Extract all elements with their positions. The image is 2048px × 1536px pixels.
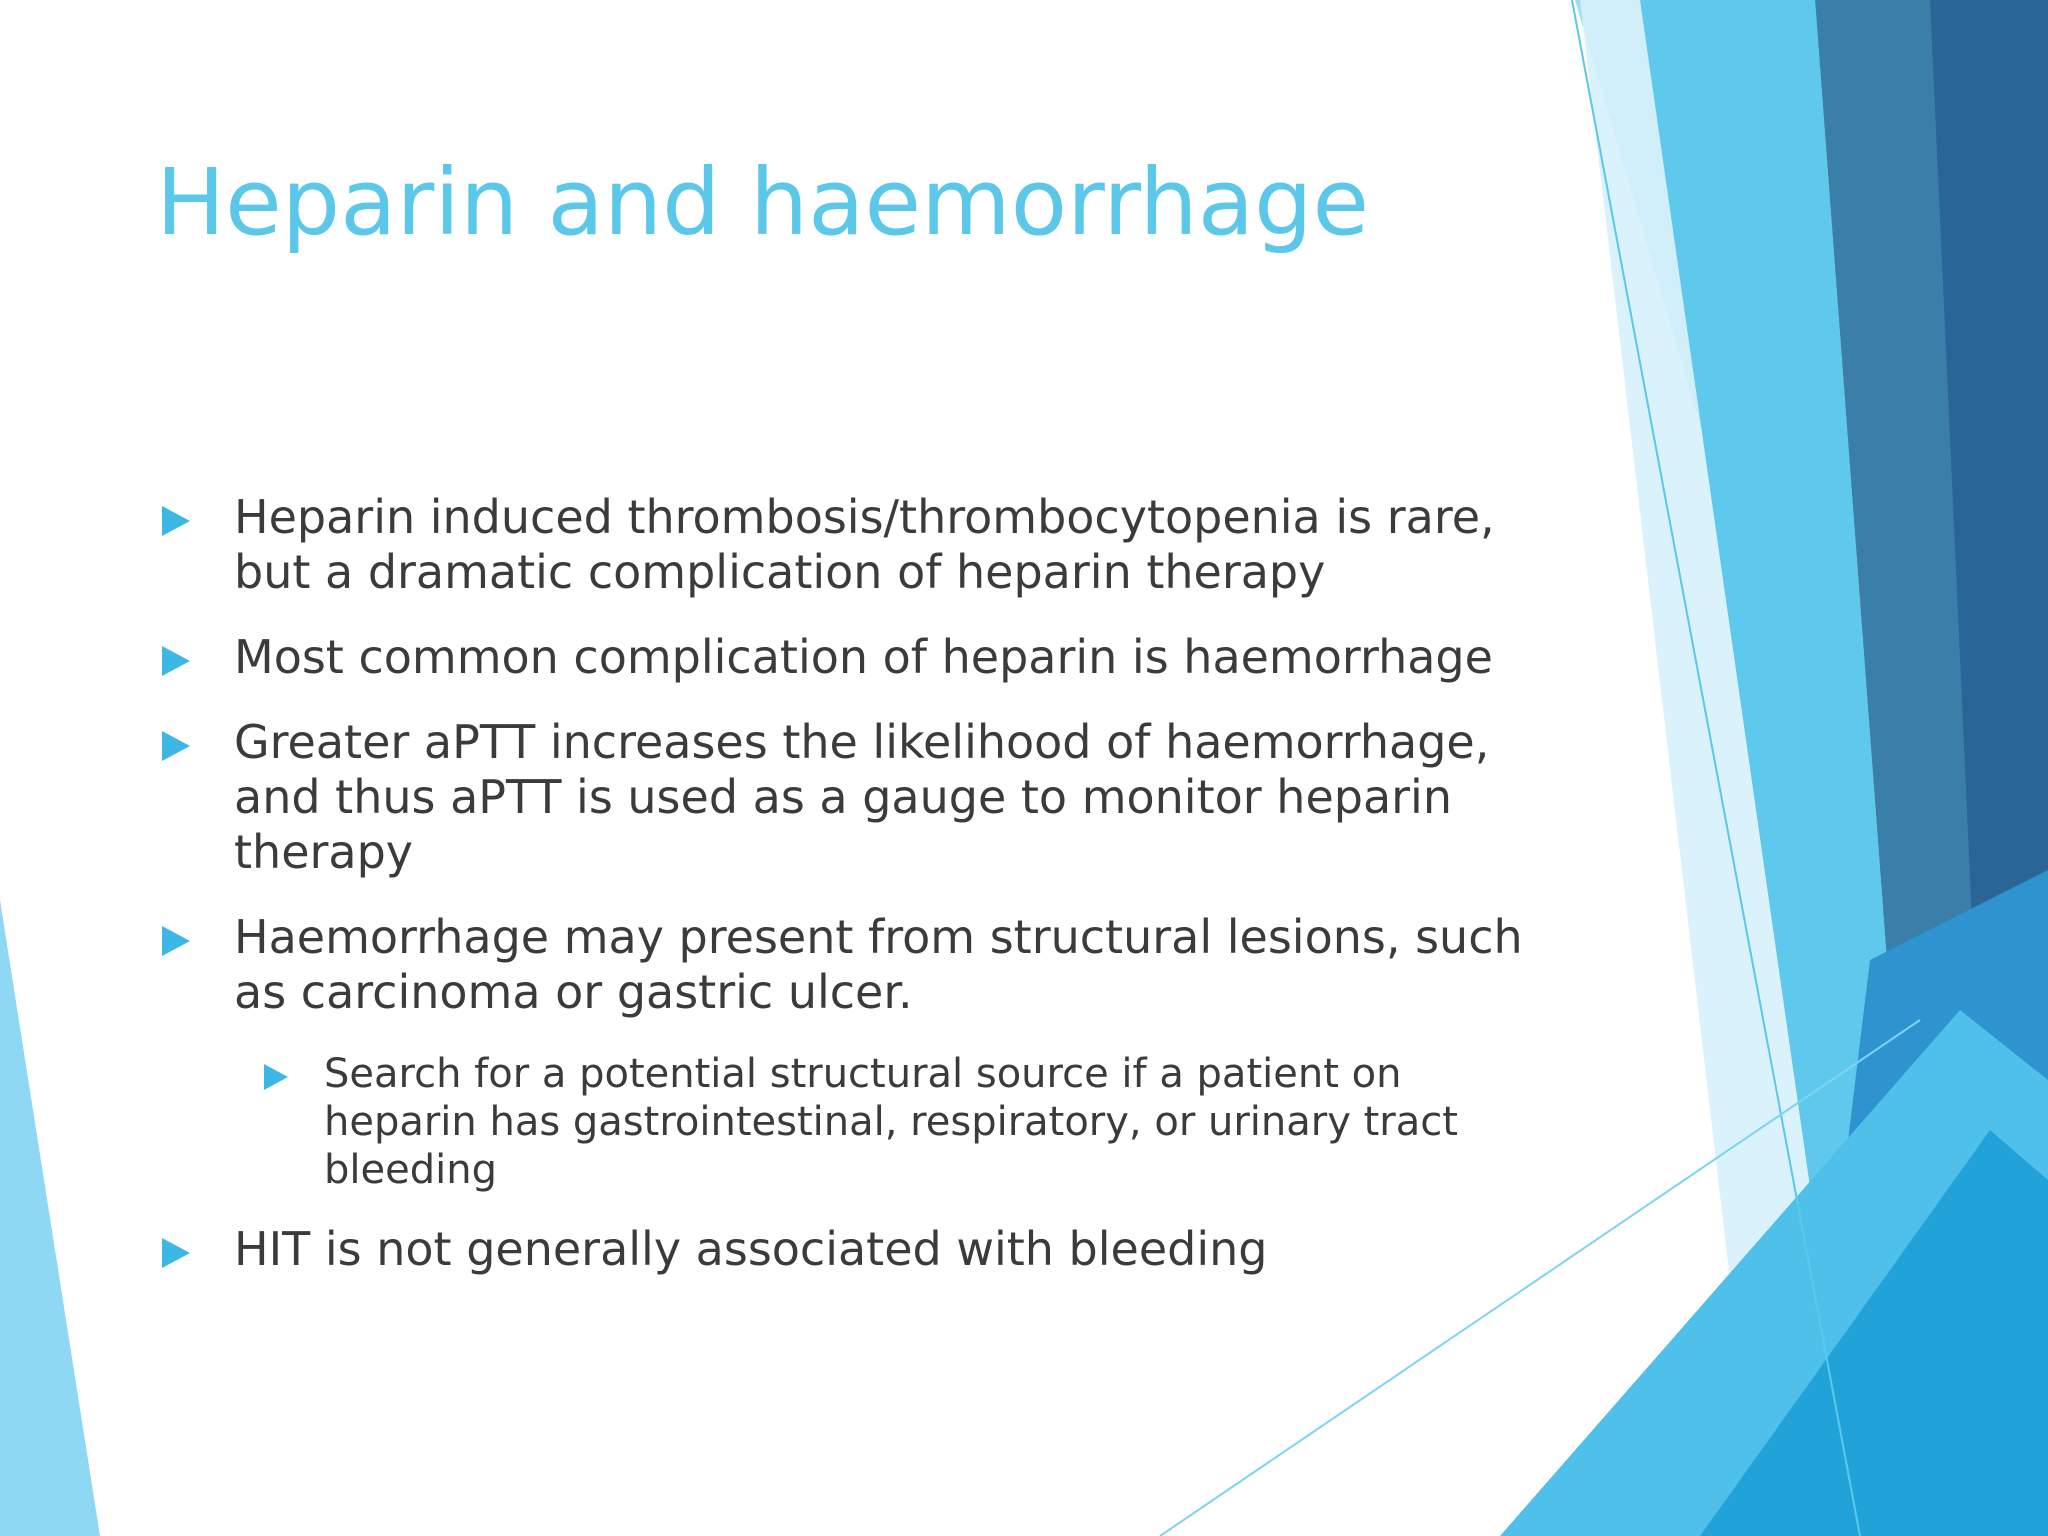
bullet-item-structural-lesions <box>156 910 1546 1020</box>
bullet-text: Search for a potential structural source if a patient on heparin has gastrointestinal, respiratory, or urinary tract bleeding <box>324 1051 1458 1193</box>
slide-title: Heparin and haemorrhage <box>156 149 1370 256</box>
triangle-right-icon <box>162 926 190 956</box>
triangle-right-icon <box>264 1064 288 1090</box>
bullet-item-hit-bleeding <box>156 1222 1546 1277</box>
bullet-text: Greater aPTT increases the likelihood of haemorrhage, and thus aPTT is used as a gauge to monitor heparin therapy <box>234 715 1490 879</box>
triangle-right-icon <box>162 1238 190 1268</box>
bullet-item-aptt <box>156 715 1546 880</box>
bullet-item-hit-rare <box>156 490 1546 600</box>
bullet-text: HIT is not generally associated with bleeding <box>234 1222 1268 1276</box>
bullet-text: Heparin induced thrombosis/thrombocytopenia is rare, but a dramatic complication of heparin therapy <box>234 490 1495 599</box>
triangle-right-icon <box>162 731 190 761</box>
bullet-text: Most common complication of heparin is haemorrhage <box>234 630 1493 684</box>
sub-bullet-item-search-source <box>156 1050 1546 1194</box>
bullet-text: Haemorrhage may present from structural lesions, such as carcinoma or gastric ulcer. <box>234 910 1523 1019</box>
bullet-item-most-common <box>156 630 1546 685</box>
triangle-right-icon <box>162 506 190 536</box>
triangle-right-icon <box>162 646 190 676</box>
left-facet <box>0 900 100 1536</box>
bullet-list <box>156 490 1546 1307</box>
